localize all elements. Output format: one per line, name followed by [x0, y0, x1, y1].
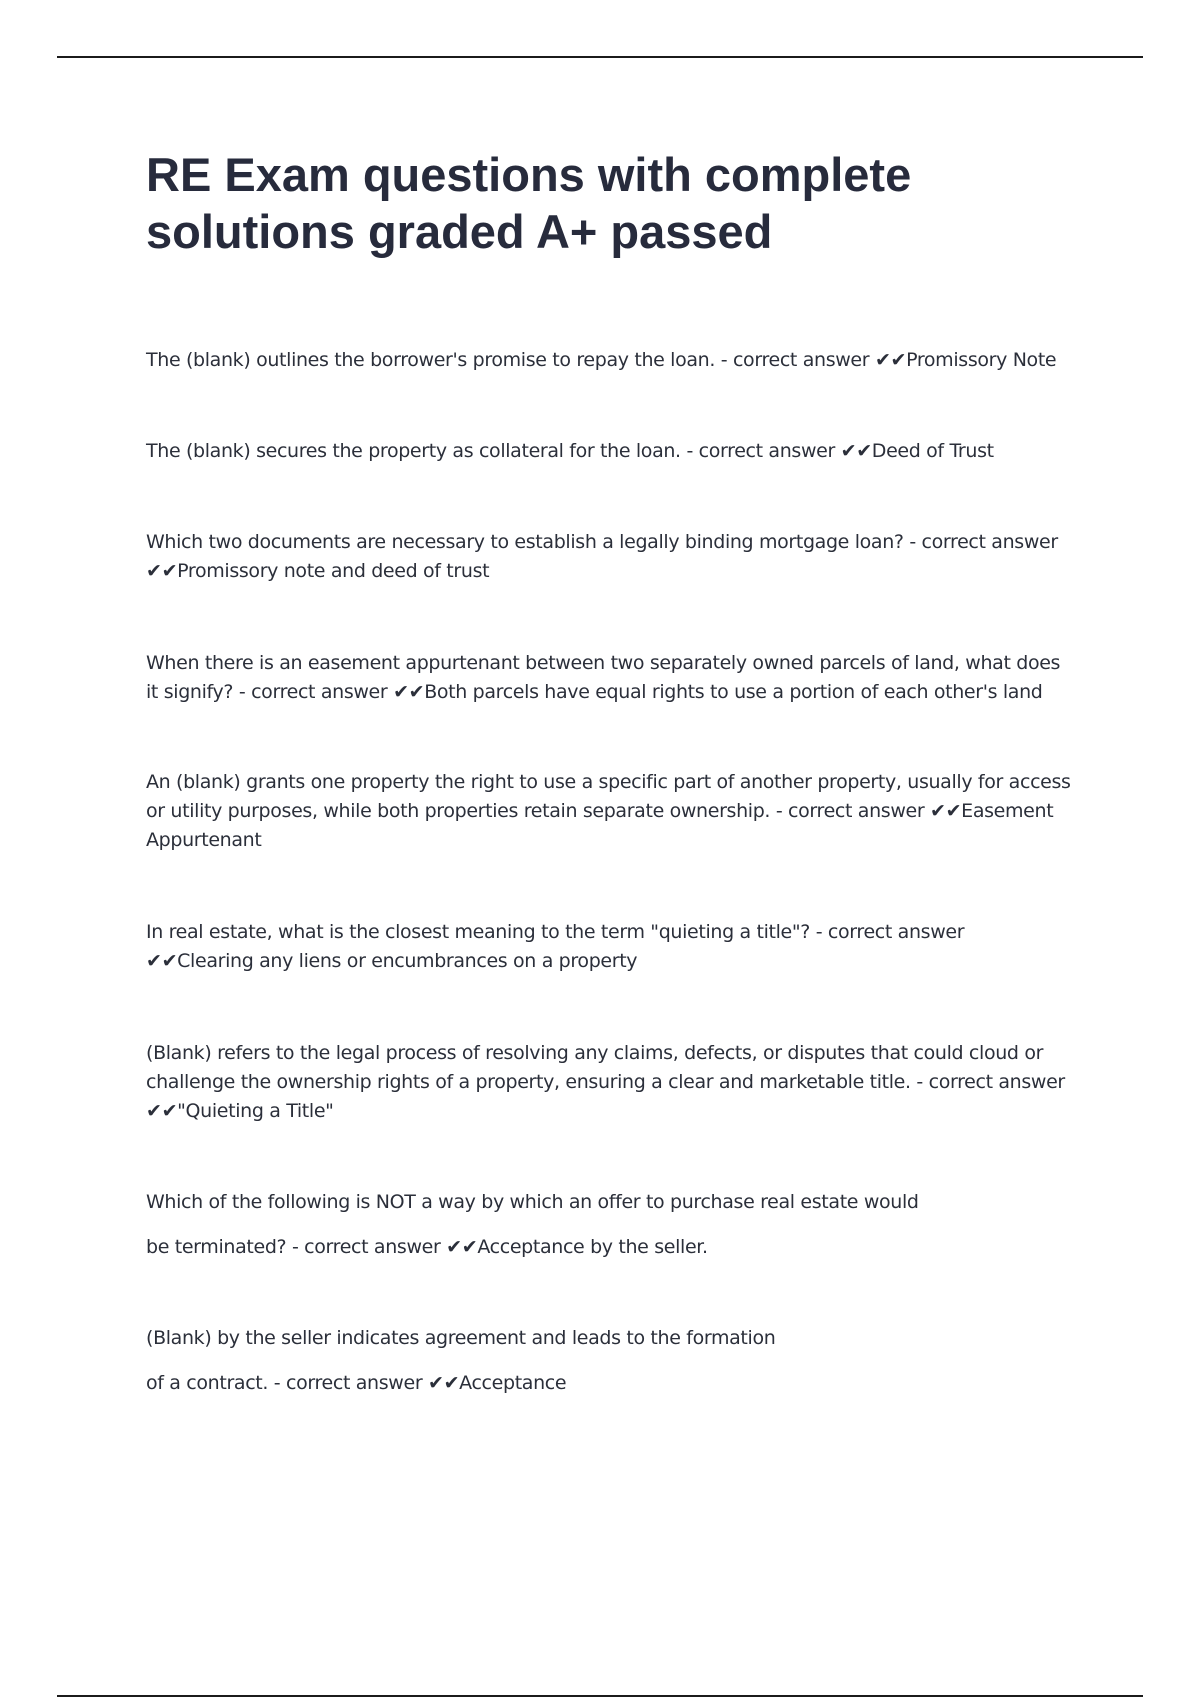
checkmark-icon: ✔✔ [930, 800, 962, 822]
question-text: Which of the following is NOT a way by which an offer to purchase real estate would be terminated? [146, 1191, 919, 1258]
answer-separator: - correct answer [238, 681, 388, 703]
qa-item [146, 768, 1076, 855]
answer-separator: - correct answer [686, 440, 835, 462]
answer-text: Both parcels have equal rights to use a portion of each other's land [424, 681, 1043, 703]
title-line-1: RE Exam questions with complete [146, 148, 912, 201]
qa-item [146, 437, 1076, 466]
answer-separator: - correct answer [291, 1236, 441, 1258]
answer-text: Acceptance [459, 1372, 567, 1394]
answer-text: Clearing any liens or encumbrances on a property [177, 950, 638, 972]
qa-item [146, 1316, 786, 1406]
title-line-2: solutions graded A+ passed [146, 205, 773, 258]
qa-item [146, 918, 1076, 976]
question-text: In real estate, what is the closest meaning to the term "quieting a title"? [146, 921, 810, 943]
answer-text: Promissory note and deed of trust [177, 560, 490, 582]
qa-item [146, 649, 1076, 707]
qa-item [146, 528, 1076, 586]
question-text: (Blank) by the seller indicates agreement and leads to the formation of a contract. [146, 1327, 776, 1394]
question-text: (Blank) refers to the legal process of resolving any claims, defects, or disputes that could cloud or challenge the ownership rights of a property, ensuring a clear and marketable title. [146, 1042, 1044, 1093]
qa-item [146, 1039, 1076, 1126]
answer-separator: - correct answer [273, 1372, 423, 1394]
question-text: When there is an easement appurtenant between two separately owned parcels of land, what does it signify? [146, 652, 1061, 703]
answer-separator: - correct answer [720, 349, 870, 371]
question-text: An (blank) grants one property the right to use a specific part of another property, usually for access or utility purposes, while both properties retain separate ownership. [146, 771, 1071, 822]
answer-text: Deed of Trust [871, 440, 994, 462]
checkmark-icon: ✔✔ [874, 349, 907, 371]
answer-separator: - correct answer [815, 921, 965, 943]
checkmark-icon: ✔✔ [393, 681, 425, 703]
answer-separator: - correct answer [909, 531, 1058, 553]
answer-separator: - correct answer [775, 800, 925, 822]
answer-text: Promissory Note [906, 349, 1057, 371]
bottom-rule [57, 1695, 1143, 1697]
checkmark-icon: ✔✔ [446, 1236, 478, 1258]
top-rule [57, 56, 1143, 58]
answer-text: Easement Appurtenant [146, 800, 1054, 851]
checkmark-icon: ✔✔ [146, 1100, 178, 1122]
qa-item [146, 1180, 946, 1270]
question-text: The (blank) secures the property as collateral for the loan. [146, 440, 681, 462]
question-text: The (blank) outlines the borrower's promise to repay the loan. [146, 349, 716, 371]
checkmark-icon: ✔✔ [428, 1372, 460, 1394]
checkmark-icon: ✔✔ [146, 560, 178, 582]
checkmark-icon: ✔✔ [840, 440, 872, 462]
checkmark-icon: ✔✔ [146, 950, 178, 972]
answer-text: Acceptance by the seller. [477, 1236, 708, 1258]
document-title [146, 146, 1046, 260]
qa-item [146, 346, 1076, 375]
answer-separator: - correct answer [916, 1071, 1065, 1093]
question-text: Which two documents are necessary to establish a legally binding mortgage loan? [146, 531, 904, 553]
answer-text: "Quieting a Title" [177, 1100, 334, 1122]
